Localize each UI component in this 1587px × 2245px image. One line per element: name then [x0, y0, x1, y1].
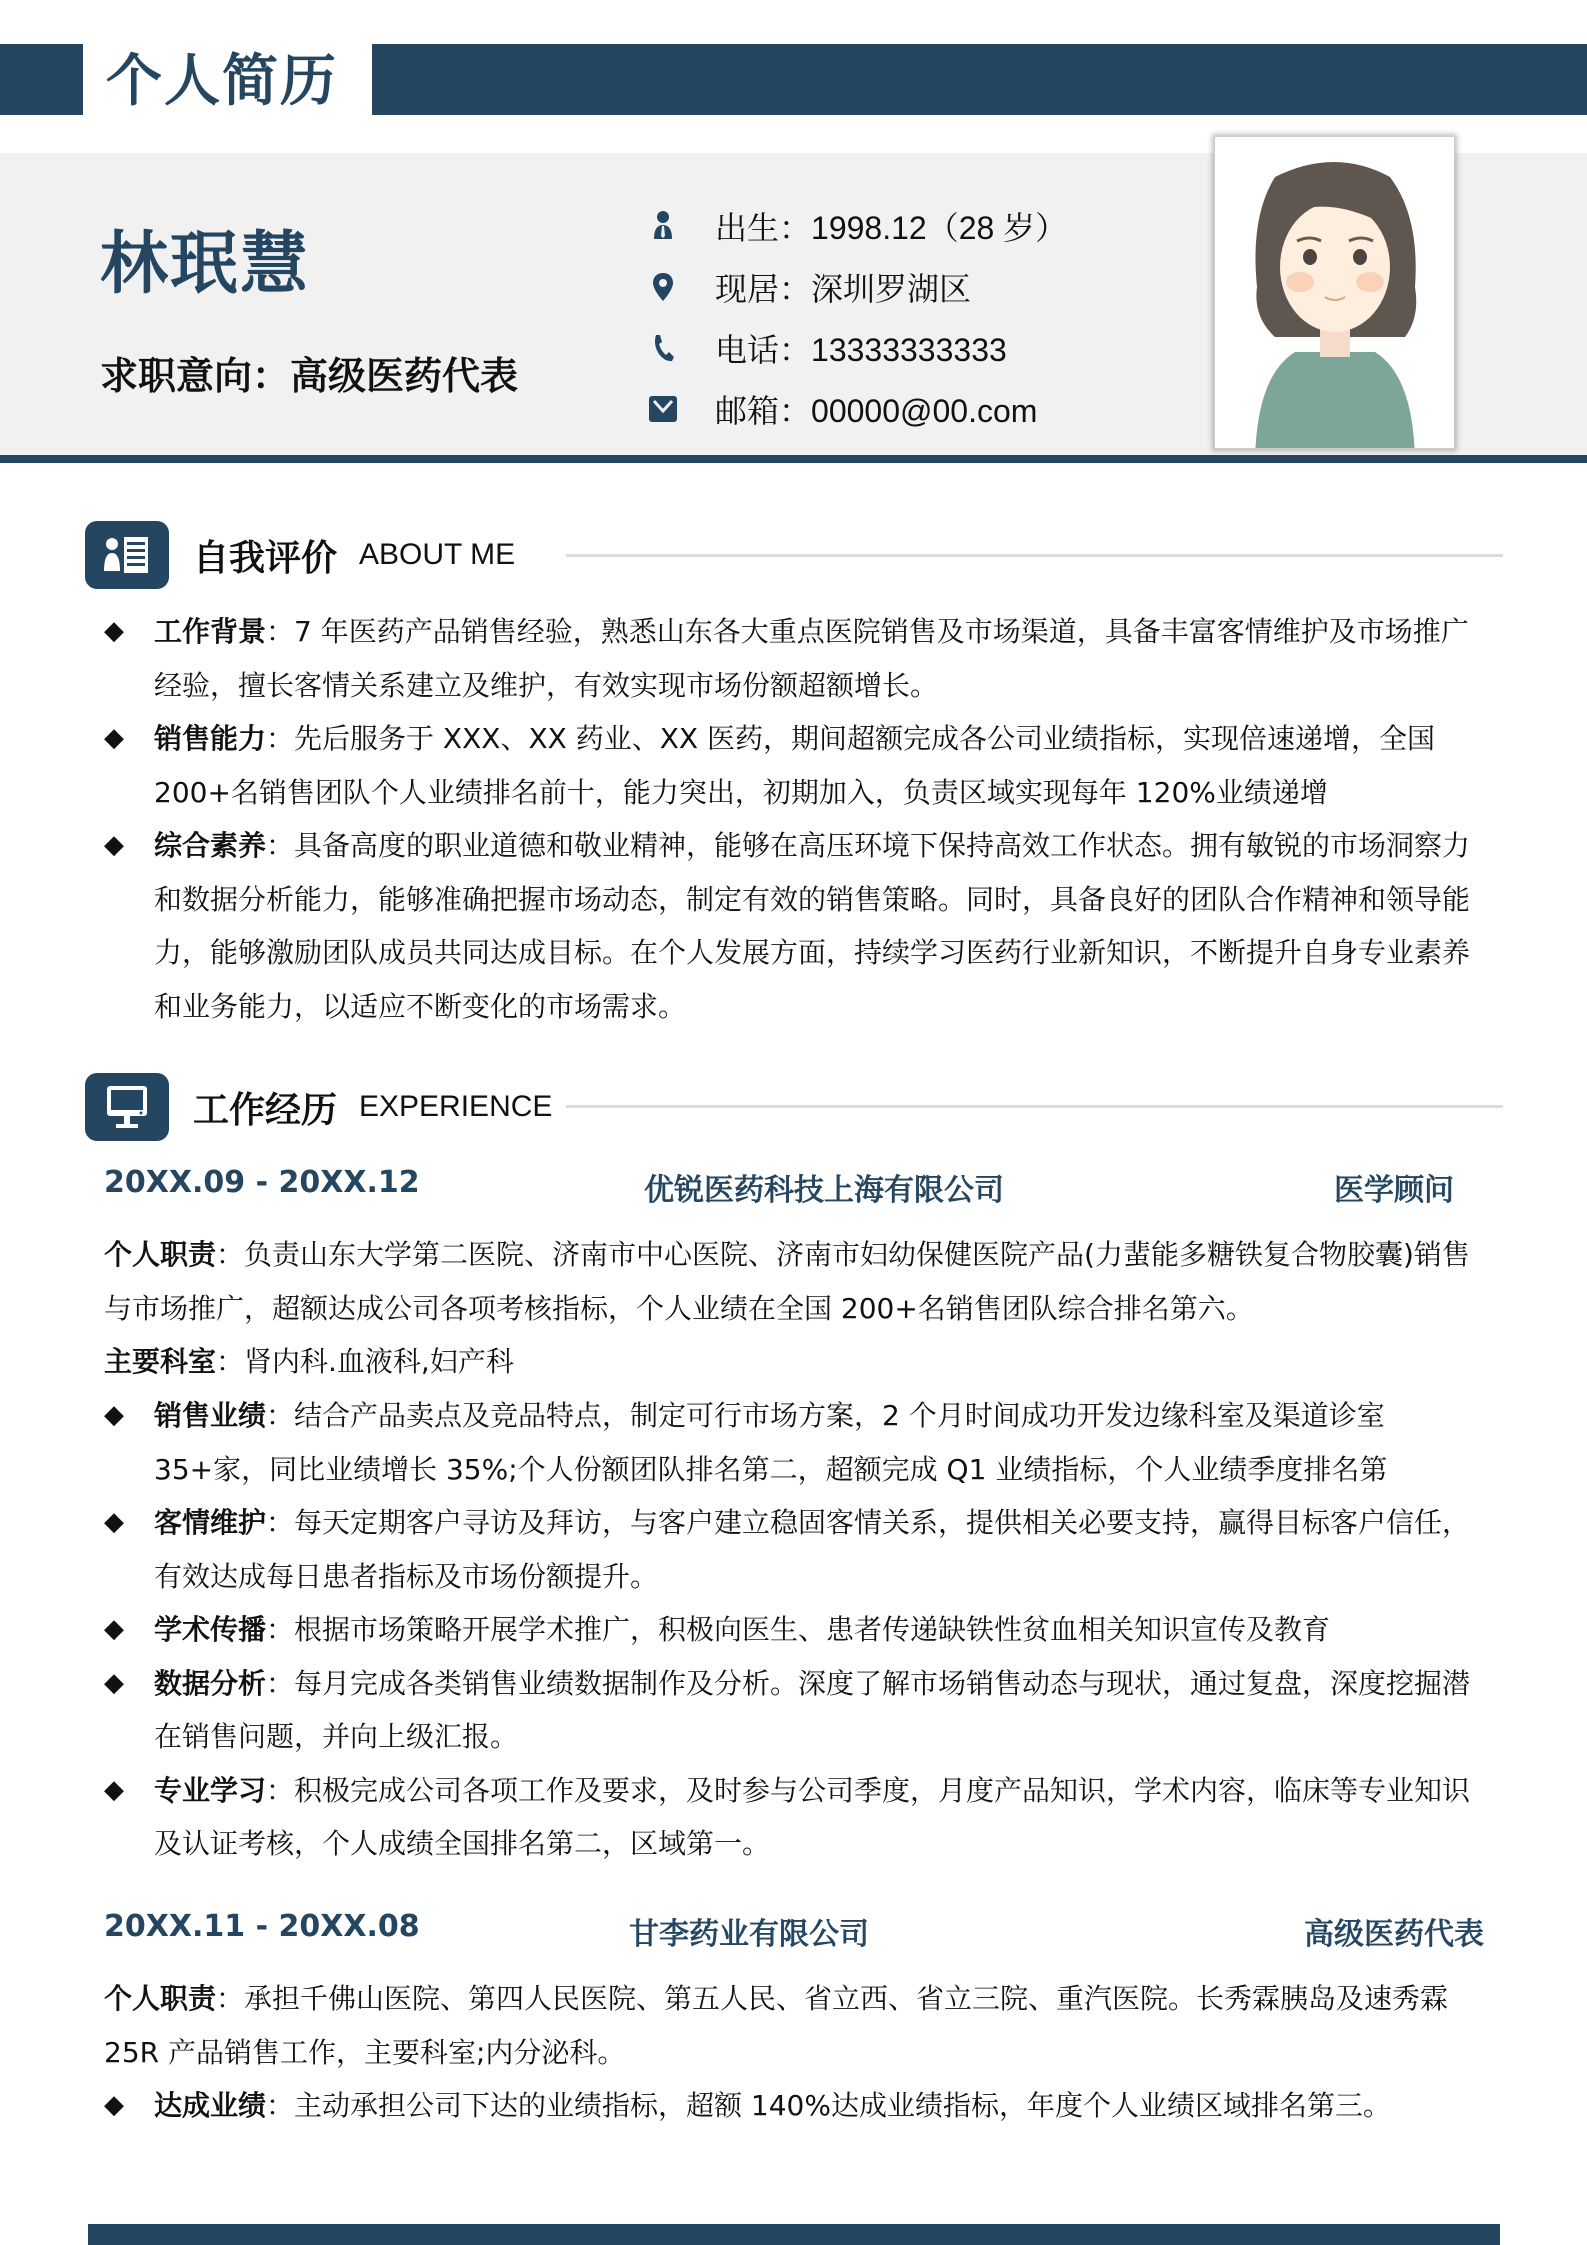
- job-period: 20XX.09 - 20XX.12: [104, 1165, 420, 1200]
- job-duty: 个人职责：负责山东大学第二医院、济南市中心医院、济南市妇幼保健医院产品(力蜚能多糖铁复合物胶囊)销售与市场推广，超额达成公司各项考核指标，个人业绩在全国 200+名销售团队综合排名第六。: [104, 1238, 1470, 1325]
- section-rule: [566, 554, 1503, 557]
- title-bar-accent-right: [372, 44, 1587, 115]
- list-item: ◆ 客情维护：每天定期客户寻访及拜访，与客户建立稳固客情关系，提供相关必要支持，赢得目标客户信任，有效达成每日患者指标及市场份额提升。: [104, 1496, 1484, 1603]
- person-icon: [645, 208, 681, 244]
- list-item: ◆ 学术传播：根据市场策略开展学术推广，积极向医生、患者传递缺铁性贫血相关知识宣传及教育: [104, 1603, 1484, 1657]
- section-title-en: ABOUT ME: [359, 538, 516, 571]
- job-achievements-list: [104, 1389, 1484, 1871]
- job-achievements-list: [104, 2079, 1484, 2133]
- diamond-bullet-icon: ◆: [104, 1400, 124, 1430]
- mail-icon: [645, 391, 681, 427]
- cartoon-avatar-photo: [1215, 137, 1455, 449]
- experience-section-header: [85, 1073, 552, 1141]
- list-item: ◆ 销售业绩：结合产品卖点及竞品特点，制定可行市场方案，2 个月时间成功开发边缘科室及渠道诊室 35+家，同比业绩增长 35%;个人份额团队排名第二，超额完成 Q1 业绩指标，个人业绩季度排名第: [104, 1389, 1484, 1496]
- diamond-bullet-icon: ◆: [104, 830, 124, 860]
- diamond-bullet-icon: ◆: [104, 1774, 124, 1805]
- job-header-row: [104, 1909, 1494, 1959]
- monitor-icon: [85, 1073, 169, 1141]
- section-title: 自我评价: [193, 537, 338, 579]
- section-title-en: EXPERIENCE: [359, 1090, 553, 1123]
- list-item: ◆ 工作背景：7 年医药产品销售经验，熟悉山东各大重点医院销售及市场渠道，具备丰富客情维护及市场推广经验，擅长客情关系建立及维护，有效实现市场份额超额增长。: [104, 605, 1484, 712]
- section-title: 工作经历: [193, 1089, 338, 1131]
- location-pin-icon: [645, 269, 681, 305]
- footer-bar: [88, 2224, 1500, 2245]
- diamond-bullet-icon: ◆: [104, 723, 124, 753]
- phone-icon: [645, 330, 681, 366]
- page-title: 个人简历: [106, 49, 338, 114]
- job-departments: 主要科室：肾内科.血液科,妇产科: [104, 1345, 514, 1378]
- personal-info-list: [645, 195, 1067, 439]
- diamond-bullet-icon: ◆: [104, 1507, 124, 1537]
- info-location: 现居：深圳罗湖区: [645, 256, 1067, 317]
- job-period: 20XX.11 - 20XX.08: [104, 1909, 420, 1944]
- diamond-bullet-icon: ◆: [104, 1667, 124, 1698]
- diamond-bullet-icon: ◆: [104, 616, 124, 646]
- title-bar-accent-left: [0, 44, 83, 115]
- job-company: 甘李药业有限公司: [629, 1917, 869, 1952]
- job-role: 医学顾问: [1334, 1173, 1454, 1208]
- job-role: 高级医药代表: [1304, 1917, 1484, 1952]
- header-divider: [0, 455, 1587, 463]
- diamond-bullet-icon: ◆: [104, 2090, 124, 2120]
- job-company: 优锐医药科技上海有限公司: [644, 1173, 1004, 1208]
- list-item: ◆ 销售能力：先后服务于 XXX、XX 药业、XX 医药，期间超额完成各公司业绩指标，实现倍速递增，全国 200+名销售团队个人业绩排名前十，能力突出，初期加入，负责区域实现每年 120%业绩递增: [104, 712, 1484, 819]
- info-birth: 出生：1998.12（28 岁）: [645, 195, 1067, 256]
- job-duty: 个人职责：承担千佛山医院、第四人民医院、第五人民、省立西、省立三院、重汽医院。长秀霖胰岛及速秀霖 25R 产品销售工作，主要科室;内分泌科。: [104, 1982, 1449, 2069]
- list-item: ◆ 达成业绩：主动承担公司下达的业绩指标，超额 140%达成业绩指标，年度个人业绩区域排名第三。: [104, 2079, 1484, 2133]
- info-email: 邮箱：00000@00.com: [645, 378, 1067, 439]
- info-phone: 电话：13333333333: [645, 317, 1067, 378]
- profile-card-icon: [85, 521, 169, 589]
- job-intent: 求职意向：高级医药代表: [100, 354, 519, 398]
- job-header-row: [104, 1165, 1494, 1215]
- profile-photo: [1214, 136, 1455, 449]
- list-item: ◆ 综合素养：具备高度的职业道德和敬业精神，能够在高压环境下保持高效工作状态。拥有敏锐的市场洞察力和数据分析能力，能够准确把握市场动态，制定有效的销售策略。同时，具备良好的团队合作精神和领导能力，能够激励团队成员共同达成目标。在个人发展方面，持续学习医药行业新知识，不断提升自身专业素养和业务能力，以适应不断变化的市场需求。: [104, 819, 1484, 1033]
- candidate-name: 林珉慧: [100, 225, 311, 304]
- list-item: ◆ 数据分析：每月完成各类销售业绩数据制作及分析。深度了解市场销售动态与现状，通过复盘，深度挖掘潜在销售问题，并向上级汇报。: [104, 1657, 1484, 1764]
- section-rule: [566, 1105, 1503, 1108]
- about-section-header: [85, 521, 515, 589]
- about-list: [104, 605, 1484, 1033]
- diamond-bullet-icon: ◆: [104, 1614, 124, 1644]
- list-item: ◆ 专业学习：积极完成公司各项工作及要求，及时参与公司季度，月度产品知识，学术内容，临床等专业知识及认证考核，个人成绩全国排名第二，区域第一。: [104, 1764, 1484, 1871]
